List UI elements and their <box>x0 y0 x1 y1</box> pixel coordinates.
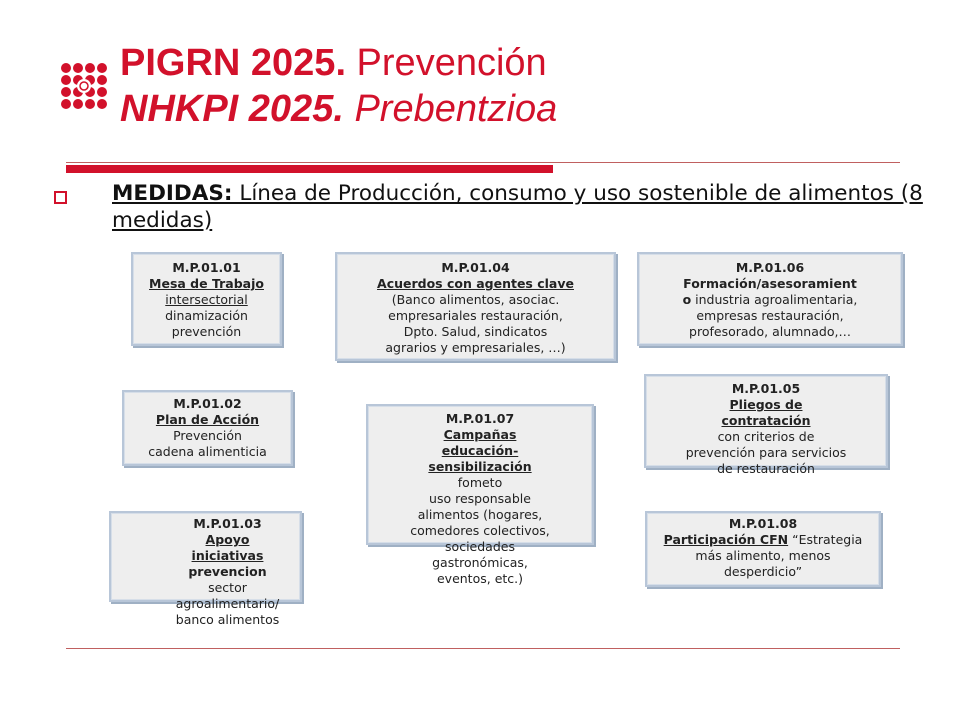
measure-line: comedores colectivos, <box>410 523 550 538</box>
square-bullet-icon <box>54 191 67 204</box>
measure-line: sector <box>208 580 247 595</box>
measure-name: Formación/asesoramient <box>683 276 857 291</box>
measure-code: M.P.01.06 <box>735 260 805 275</box>
measure-line: agroalimentario/ <box>175 596 280 611</box>
title-line-1: PIGRN 2025. Prevención <box>120 42 547 84</box>
measure-code: M.P.01.03 <box>193 516 262 531</box>
measure-name: Plan de Acción <box>155 412 260 427</box>
measure-m0108 <box>645 516 881 580</box>
measure-line: uso responsable <box>429 491 531 506</box>
dots-logo-icon <box>60 62 108 110</box>
measure-line: más alimento, menos <box>695 548 831 563</box>
measure-line: agrarios y empresariales, …) <box>385 340 566 355</box>
measure-line: alimentos (hogares, <box>417 507 543 522</box>
measure-line: fometo <box>457 475 503 490</box>
measure-name: Campañas <box>443 427 517 442</box>
measure-m0105 <box>644 381 888 477</box>
measure-line: Dpto. Salud, sindicatos <box>403 324 548 339</box>
measures-intro: MEDIDAS: Línea de Producción, consumo y uso sostenible de alimentos (8 medidas) <box>112 181 923 233</box>
measure-name: Apoyo <box>205 532 250 547</box>
measure-line: sociedades <box>445 539 515 554</box>
header-red-rule <box>66 165 553 173</box>
measure-line: prevencion <box>188 564 267 579</box>
measure-line: intersectorial <box>165 292 248 307</box>
measure-name: Mesa de Trabajo <box>149 276 264 291</box>
measure-code: M.P.01.08 <box>728 516 798 531</box>
measure-line: de restauración <box>717 461 815 476</box>
measure-line: o industria agroalimentaria, <box>682 292 858 307</box>
measure-m0106 <box>637 260 903 340</box>
measure-line: desperdicio” <box>723 564 803 579</box>
measure-name: educación- <box>441 443 519 458</box>
measure-name-line: Participación CFN “Estrategia <box>663 532 863 547</box>
measure-line: cadena alimenticia <box>148 444 267 459</box>
measure-line: profesorado, alumnado,… <box>689 324 851 339</box>
title-line-2: NHKPI 2025. Prebentzioa <box>120 88 558 130</box>
measure-name: iniciativas <box>191 548 264 563</box>
measure-line: eventos, etc.) <box>436 571 524 586</box>
measure-name: Pliegos de <box>729 397 803 412</box>
measure-code: M.P.01.04 <box>441 260 510 275</box>
measure-name: Acuerdos con agentes clave <box>377 276 574 291</box>
measure-code: M.P.01.02 <box>173 396 242 411</box>
measure-line: (Banco alimentos, asociac. <box>391 292 560 307</box>
measure-code: M.P.01.05 <box>731 381 801 396</box>
measure-line: con criterios de <box>717 429 815 444</box>
measure-m0103 <box>109 516 346 628</box>
measure-m0101 <box>131 260 282 340</box>
measure-name: sensibilización <box>428 459 532 474</box>
measure-m0107 <box>366 411 594 587</box>
measure-code: M.P.01.01 <box>172 260 241 275</box>
page-title <box>120 40 557 132</box>
measure-line: banco alimentos <box>175 612 280 627</box>
measure-line: gastronómicas, <box>432 555 528 570</box>
measure-m0104 <box>335 260 616 356</box>
measure-line: prevención para servicios <box>685 445 847 460</box>
header-thin-rule <box>66 162 900 163</box>
measure-code: M.P.01.07 <box>445 411 515 426</box>
measure-line: prevención <box>171 324 242 339</box>
measure-line: Prevención <box>173 428 242 443</box>
measure-line: empresas restauración, <box>696 308 844 323</box>
measure-line: empresariales restauración, <box>388 308 563 323</box>
footer-rule <box>66 648 900 649</box>
measure-name: contratación <box>721 413 811 428</box>
measure-line: dinamización <box>165 308 248 323</box>
measure-m0102 <box>122 396 293 460</box>
